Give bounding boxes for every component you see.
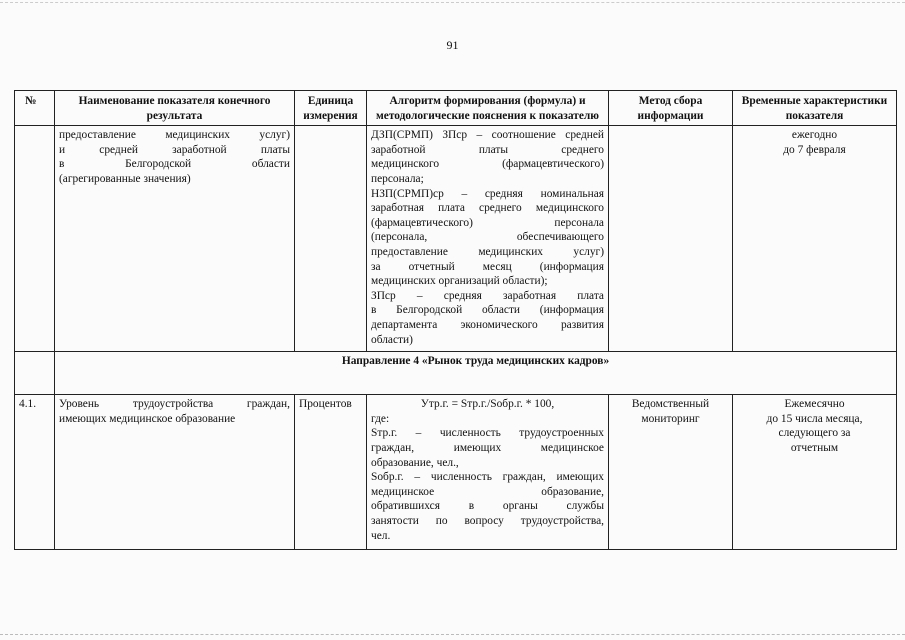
algorithm-line: в Белгородской области (информация <box>371 304 604 317</box>
header-algorithm: Алгоритм формирования (формула) и методологические пояснения к показателю <box>367 91 609 126</box>
timing-line: до 7 февраля <box>783 143 846 156</box>
name-line: Уровень трудоустройства граждан, <box>59 398 290 411</box>
formula: Утр.г. = Sтр.г./Sобр.г. * 100, <box>420 398 555 411</box>
algorithm-line: заработной платы среднего <box>371 143 604 156</box>
algorithm-line: медицинское образование, <box>371 485 604 498</box>
algorithm-line: заработная плата среднего медицинского <box>371 202 604 215</box>
algorithm-line: (фармацевтического) персонала <box>371 216 604 229</box>
method-line: Ведомственный <box>631 398 710 411</box>
timing-line: следующего за <box>778 427 851 440</box>
algorithm-line: персонала; <box>371 172 424 185</box>
header-unit: Единица измерения <box>295 91 367 126</box>
cell-num <box>15 126 55 352</box>
table-row-4-1 <box>15 395 897 550</box>
algorithm-line: НЗП(СРМП)ср – средняя номинальная <box>371 187 604 200</box>
algorithm-line: чел. <box>371 529 391 542</box>
timing-line: отчетным <box>790 441 839 454</box>
algorithm-line: образование, чел., <box>371 456 459 469</box>
algorithm-line: Sтр.г. – численность трудоустроенных <box>371 427 604 440</box>
cell-timing <box>733 126 897 352</box>
algorithm-line: медицинского (фармацевтического) <box>371 158 604 171</box>
cell-name <box>55 395 295 550</box>
cell-timing <box>733 395 897 550</box>
algorithm-line: занятости по вопросу трудоустройства, <box>371 514 604 527</box>
algorithm-line: Sобр.г. – численность граждан, имеющих <box>371 471 604 484</box>
header-timing: Временные характеристики показателя <box>733 91 897 126</box>
timing-line: Ежемесячно <box>784 398 845 411</box>
timing-line: ежегодно <box>791 129 838 142</box>
method-line: мониторинг <box>641 412 700 425</box>
table-row-continued <box>15 126 897 352</box>
cell-method <box>609 395 733 550</box>
algorithm-line: граждан, имеющих медицинское <box>371 441 604 454</box>
timing-line: до 15 числа месяца, <box>766 412 863 425</box>
cell-method <box>609 126 733 352</box>
algorithm-line: ДЗП(СРМП) ЗПср – соотношение средней <box>371 129 604 142</box>
name-line: предоставление медицинских услуг) <box>59 129 290 142</box>
algorithm-line: (персонала, обеспечивающего <box>371 231 604 244</box>
indicators-table <box>14 90 897 550</box>
scan-edge-top <box>0 2 905 4</box>
name-line: имеющих медицинское образование <box>59 412 236 425</box>
cell-algorithm <box>367 126 609 352</box>
name-line: (агрегированные значения) <box>59 172 191 185</box>
algorithm-line: департамента экономического развития <box>371 318 604 331</box>
page-number: 91 <box>446 38 459 52</box>
header-num: № <box>15 91 55 126</box>
algorithm-line: ЗПср – средняя заработная плата <box>371 289 604 302</box>
algorithm-line: обратившихся в органы службы <box>371 500 604 513</box>
algorithm-line: где: <box>371 412 390 425</box>
cell-num: 4.1. <box>15 395 55 550</box>
algorithm-line: предоставление медицинских услуг) <box>371 245 604 258</box>
cell-algorithm <box>367 395 609 550</box>
section-row <box>15 352 897 395</box>
cell-unit <box>295 126 367 352</box>
algorithm-line: области) <box>371 333 413 346</box>
name-line: и средней заработной платы <box>59 143 290 156</box>
header-name: Наименование показателя конечного результата <box>55 91 295 126</box>
header-method: Метод сбора информации <box>609 91 733 126</box>
scan-edge-bottom <box>0 634 905 636</box>
name-line: в Белгородской области <box>59 158 290 171</box>
section-num-cell <box>15 352 55 395</box>
algorithm-line: медицинских организаций области); <box>371 275 548 288</box>
table-header-row <box>15 91 897 126</box>
algorithm-line: за отчетный месяц (информация <box>371 260 604 273</box>
section-title: Направление 4 «Рынок труда медицинских кадров» <box>55 352 897 395</box>
cell-unit: Процентов <box>295 395 367 550</box>
cell-name <box>55 126 295 352</box>
